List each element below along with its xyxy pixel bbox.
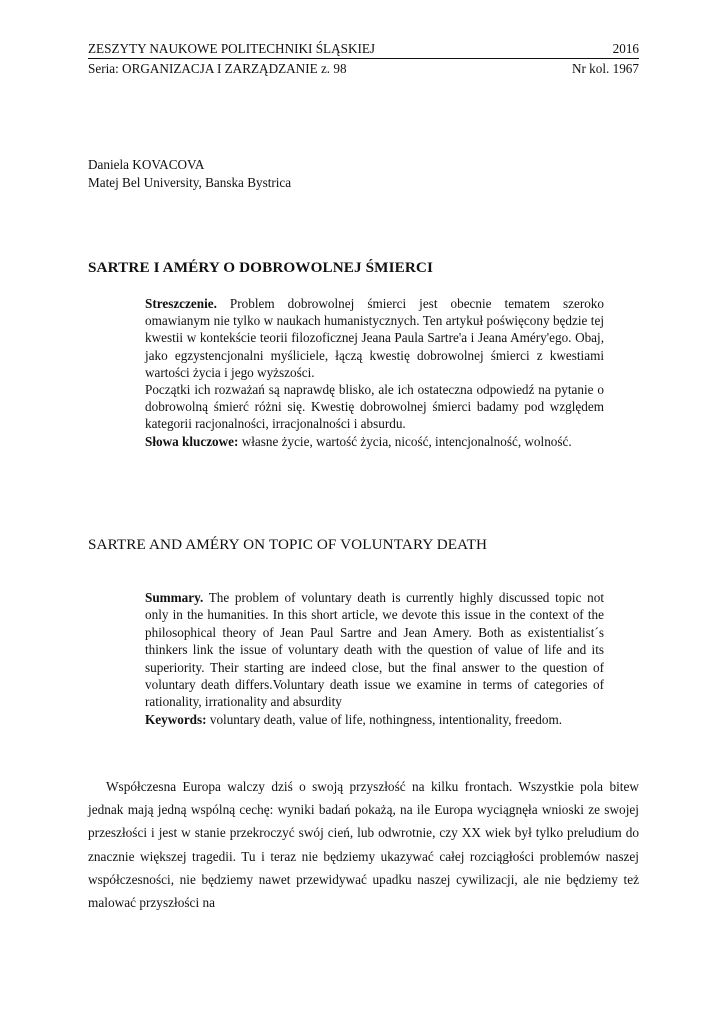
abstract-en-text-1: The problem of voluntary death is currently highly discussed topic not only in the humanities. In this short article, we devote this issue in the context of the philosophical theory of Jean Paul Sartre and Jean Amery. Both as existentialist´s thinkers link the issue of voluntary death with the question of value of life and its superiority. Their starting are indeed close, but the final answer to the question of voluntary death differs.Voluntary death issue we examine in terms of categories of rationality, irrationality and absurdity (145, 590, 604, 710)
author-affiliation: Matej Bel University, Banska Bystrica (88, 175, 292, 190)
title-english: SARTRE AND AMÉRY ON TOPIC OF VOLUNTARY DEATH (88, 536, 488, 553)
abstract-english (145, 589, 604, 728)
title-polish: SARTRE I AMÉRY O DOBROWOLNEJ ŚMIERCI (88, 259, 433, 276)
abstract-pl-keywords-text: własne życie, wartość życia, nicość, intencjonalność, wolność. (238, 433, 572, 449)
body-paragraph-1: Współczesna Europa walczy dziś o swoją przyszłość na kilku frontach. Wszystkie pola bitew jednak mają jedną wspólną cechę: wyniki badań pokażą, na ile Europa wyciągnęła wnioski ze swojej przeszłości i jest w stanie przekroczyć swój cień, lub odwrotnie, czy XX wiek był tylko preludium do znacznie większej tragedii. Tu i teraz nie będziemy ukazywać całej rozciągłości problemów naszej współczesności, nie będziemy nawet przewidywać upadku naszej cywilizacji, ale nie będziemy też malować przyszłości na (88, 779, 639, 911)
journal-series: Seria: ORGANIZACJA I ZARZĄDZANIE z. 98 (88, 61, 347, 76)
journal-number: Nr kol. 1967 (571, 61, 639, 76)
abstract-pl-text-1: Problem dobrowolnej śmierci jest obecnie tematem szeroko omawianym nie tylko w naukach humanistycznych. Ten artykuł poświęcony będzie tej kwestii w kontekście teorii filozoficznej Jeana Paula Sartre'a i Jeana Améry'ego. Obaj, jako egzystencjonalni myśliciele, łączą kwestię dobrowolnej śmierci z kwestiami wartości życia i jego wyższości. (145, 296, 604, 380)
abstract-pl-keywords-label: Słowa kluczowe: (145, 433, 239, 449)
author-name: Daniela KOVACOVA (88, 157, 205, 172)
journal-name: ZESZYTY NAUKOWE POLITECHNIKI ŚLĄSKIEJ (88, 41, 376, 56)
abstract-en-keywords-text: voluntary death, value of life, nothingness, intentionality, freedom. (206, 711, 563, 727)
header-row-journal (88, 40, 639, 59)
author-block (88, 156, 291, 192)
journal-header (88, 40, 639, 77)
abstract-polish (145, 295, 604, 450)
abstract-pl-lead: Streszczenie. (145, 296, 217, 311)
abstract-pl-text-2: Początki ich rozważań są naprawdę blisko, ale ich ostateczna odpowiedź na pytanie o dobrowolną śmierć różni się. Kwestię dobrowolnej śmierci badamy pod względem kategorii racjonalności, irracjonalności i absurdu. (145, 382, 604, 432)
abstract-pl-paragraph-2 (145, 381, 604, 433)
abstract-en-keywords (145, 711, 604, 728)
abstract-en-paragraph-1 (145, 589, 604, 711)
abstract-pl-paragraph-1 (145, 295, 604, 381)
abstract-en-lead: Summary. (145, 590, 204, 605)
abstract-pl-keywords (145, 433, 604, 450)
journal-year: 2016 (612, 41, 639, 56)
header-row-series (88, 60, 639, 77)
abstract-en-keywords-label: Keywords: (145, 711, 207, 727)
